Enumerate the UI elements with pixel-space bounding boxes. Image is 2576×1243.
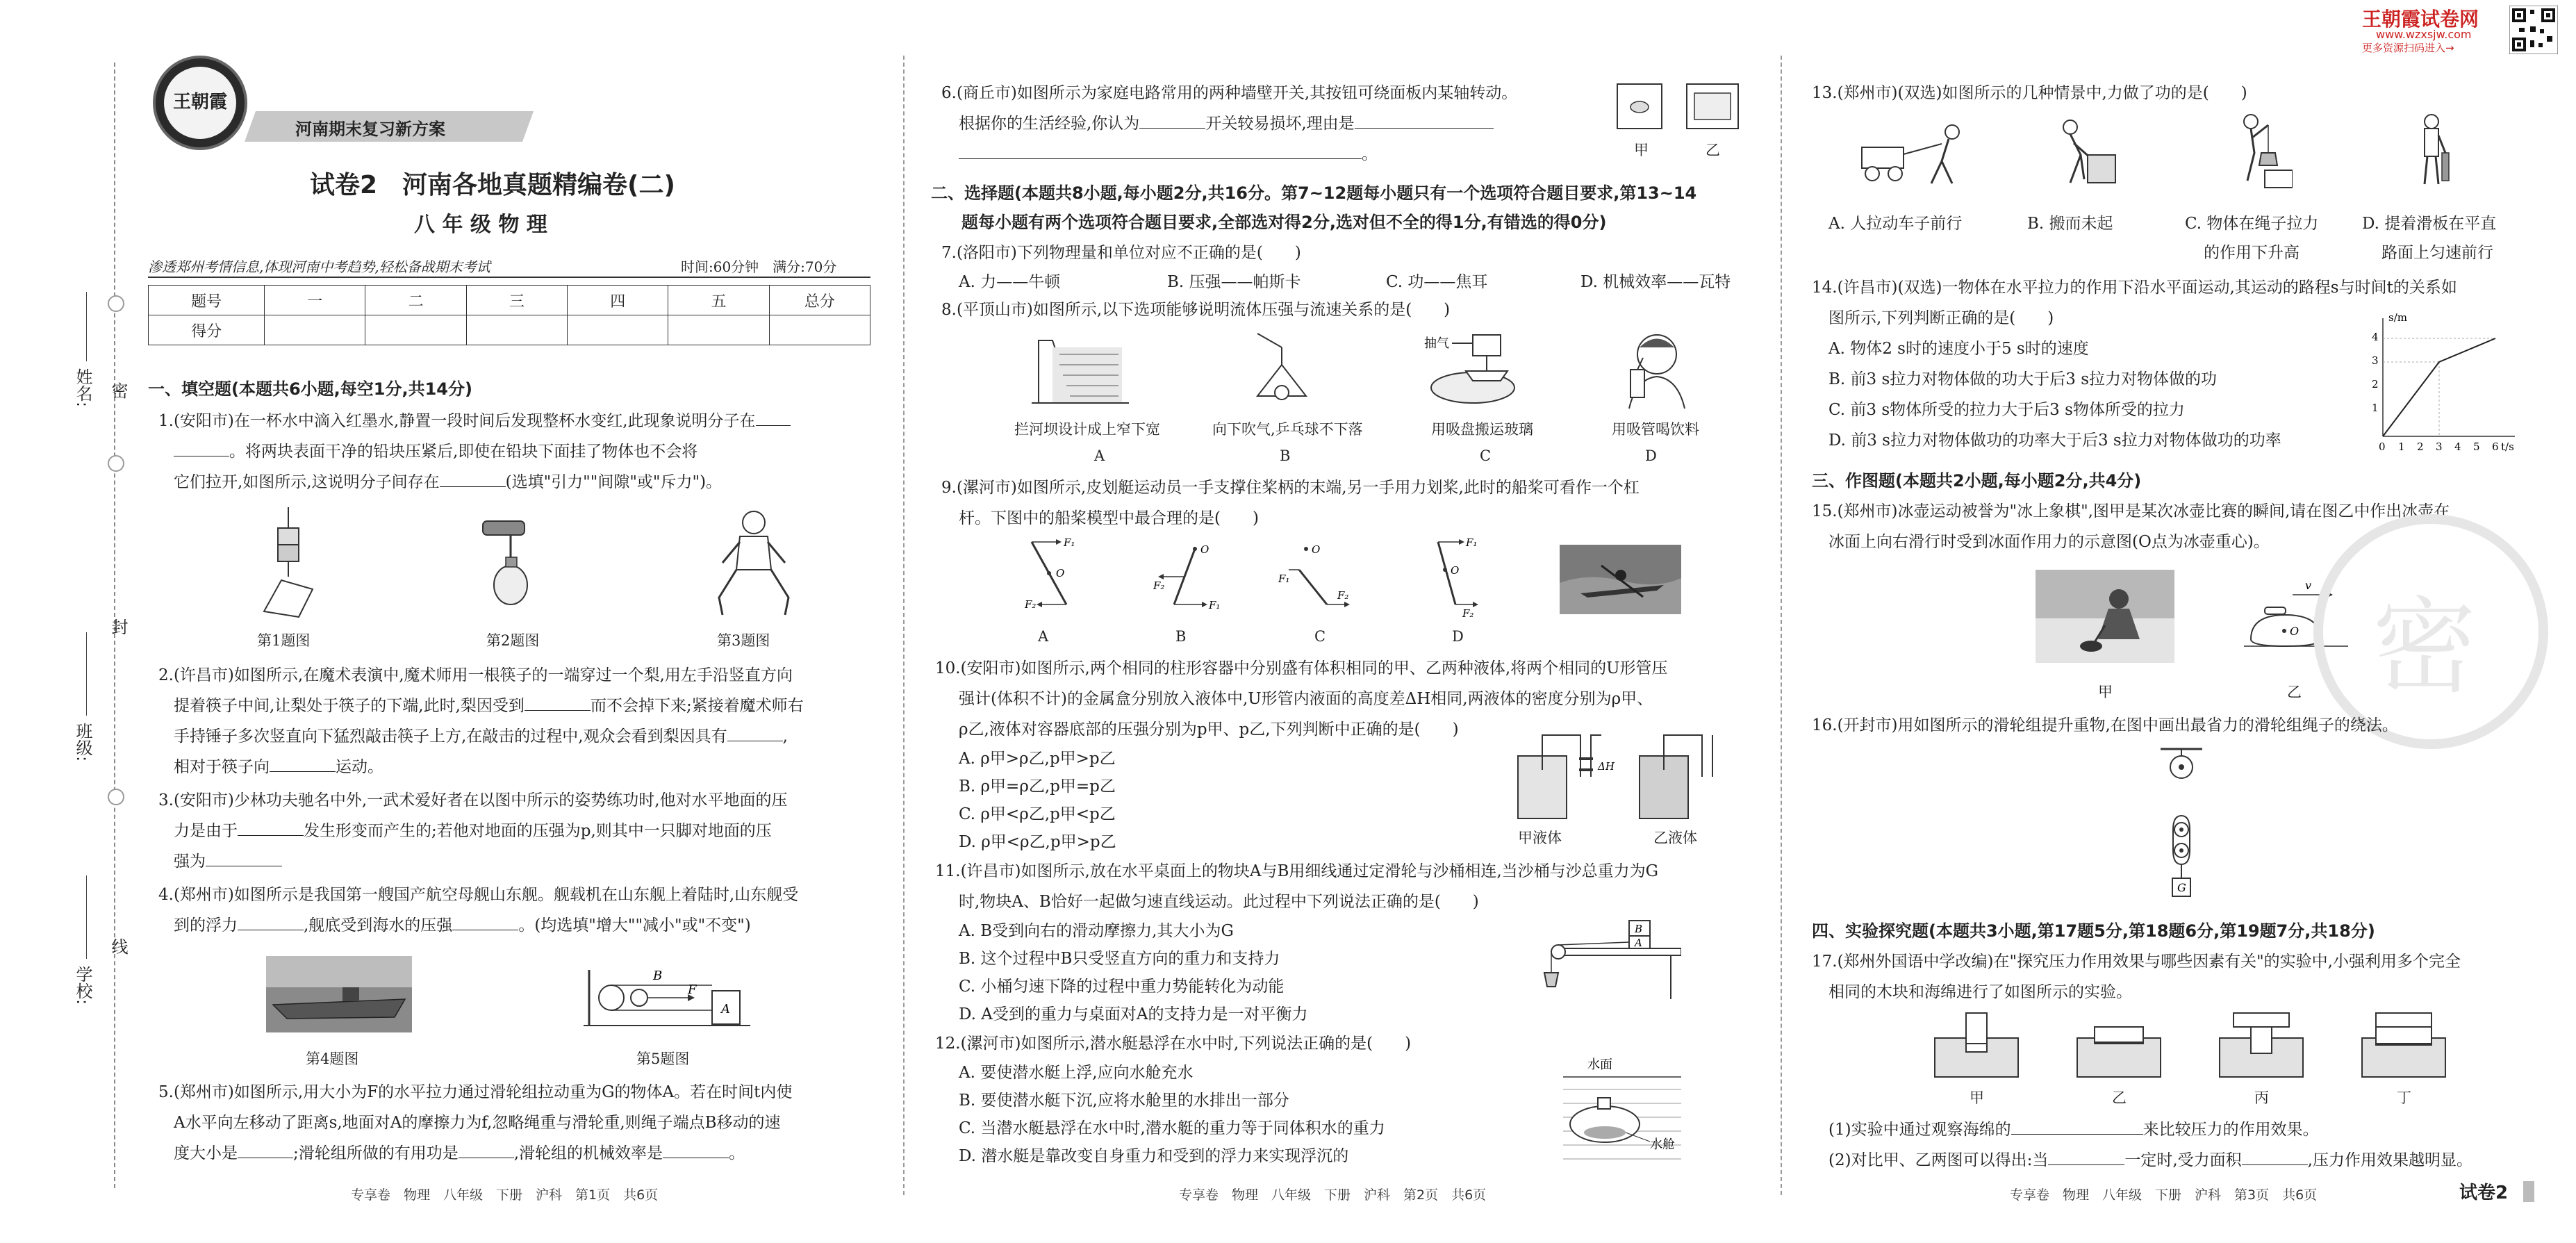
question-16: 16.(开封市)用如图所示的滑轮组提升重物,在图中画出最省力的滑轮组绳子的绕法。 — [1812, 716, 2398, 734]
figure-lead-blocks — [250, 507, 327, 618]
velocity-label: v — [2305, 579, 2312, 592]
score-header: 五 — [668, 286, 769, 315]
tagline-rule — [148, 277, 870, 278]
figure-funnel-ball — [1244, 327, 1320, 410]
pivot-label: O — [1451, 564, 1460, 577]
tagline: 渗透郑州考情信息,体现河南中考趋势,轻松备战期末考试 — [148, 258, 490, 275]
question-14-line2: 图所示,下列判断正确的是( ) — [1828, 309, 2054, 327]
page-divider — [903, 56, 905, 1195]
question-3-line1: 3.(安阳市)少林功夫驰名中外,一武术爱好者在以图中所示的姿势练功时,他对水平地面的压 — [158, 791, 788, 809]
class-label: 班级: — [73, 723, 92, 762]
question-17-line1: 17.(郑州外国语中学改编)在"探究压力作用效果与哪些因素有关"的实验中,小强利用多个完全 — [1812, 953, 2461, 971]
answer-blank[interactable] — [238, 1142, 293, 1158]
site-slogan: 更多资源扫码进入→ — [2362, 42, 2454, 54]
answer-blank[interactable] — [2048, 1149, 2124, 1165]
answer-blank[interactable] — [1355, 113, 1494, 129]
figure-switch-jia — [1615, 82, 1664, 131]
option[interactable]: C. 功——焦耳 — [1386, 273, 1488, 291]
site-url: www.wzxsjw.com — [2376, 28, 2472, 41]
option[interactable]: D. A受到的重力与桌面对A的支持力是一对平衡力 — [959, 1005, 1308, 1023]
figure-pear-chopstick — [472, 507, 556, 618]
force-label: F₁ — [1209, 599, 1221, 611]
figure-carry-skateboard — [2404, 111, 2459, 189]
x-tick: 4 — [2454, 441, 2461, 453]
x-tick: 3 — [2436, 441, 2443, 453]
x-tick: 2 — [2417, 441, 2424, 453]
option-letter[interactable]: C — [1480, 447, 1492, 464]
x-tick: 1 — [2398, 441, 2405, 453]
option-letter[interactable]: A — [1038, 628, 1049, 645]
figure-caption: 乙 — [1706, 142, 1720, 158]
score-cell[interactable] — [668, 315, 769, 345]
figure-caption: 甲 — [1634, 142, 1649, 158]
question-6-line1: 6.(商丘市)如图所示为家庭电路常用的两种墙壁开关,其按钮可绕面板内某轴转动。 — [941, 84, 1518, 102]
answer-blank[interactable] — [440, 471, 506, 487]
figure-caption: 甲 — [2098, 684, 2113, 700]
question-2-line2: 提着筷子中间,让梨处于筷子的下端,此时,梨因受到 而不会掉下来;紧接着魔术师右 — [174, 691, 804, 721]
option-letter[interactable]: C — [1314, 628, 1326, 645]
section-1-heading: 一、填空题(本题共6小题,每空1分,共14分) — [148, 379, 472, 399]
figure-pull-cart — [1855, 120, 1973, 189]
force-label: F₁ — [1278, 573, 1290, 585]
figure-sponge-jia — [1928, 1010, 2025, 1080]
option[interactable]: A. 力——牛顿 — [959, 273, 1061, 291]
figure-oar-model-a — [1025, 535, 1087, 618]
figure-caption: 丁 — [2397, 1089, 2411, 1106]
figure-caption: 乙液体 — [1653, 830, 1697, 846]
figure-caption: 拦河坝设计成上窄下宽 — [1014, 421, 1160, 438]
option[interactable]: C. 前3 s物体所受的拉力大于后3 s物体所受的拉力 — [1828, 401, 2185, 419]
figure-oar-model-d — [1417, 535, 1487, 618]
logo-text: 王朝霞 — [172, 92, 227, 113]
option[interactable]: C. 当潜水艇悬浮在水中时,潜水艇的重力等于同体积水的重力 — [959, 1119, 1385, 1137]
question-5-line2: A水平向左移动了距离s,地面对A的摩擦力为f,忽略绳重与滑轮重,则绳子端点B移动的速 — [174, 1114, 781, 1132]
pivot-label: O — [1200, 543, 1209, 556]
score-cell[interactable] — [769, 315, 870, 345]
page-footer: 专享卷 物理 八年级 下册 沪科 第1页 共6页 — [351, 1187, 659, 1203]
figure-s-t-graph — [2362, 311, 2522, 457]
question-14-line1: 14.(许昌市)(双选)一物体在水平拉力的作用下沿水平面运动,其运动的路程s与时间t的关系如 — [1812, 279, 2457, 297]
label-a: A — [721, 1002, 730, 1016]
section-3-heading: 三、作图题(本题共2小题,每小题2分,共4分) — [1812, 471, 2142, 491]
question-6-line3: 。 — [959, 139, 1378, 170]
question-1-line3: 它们拉开,如图所示,这说明分子间存在 (选填"引力""间隙"或"斥力")。 — [174, 467, 722, 497]
option[interactable]: B. 搬而未起 — [2027, 215, 2113, 233]
page-divider — [1781, 56, 1782, 1195]
exam-subtitle: 八 年 级 物 理 — [414, 213, 547, 237]
class-line[interactable] — [86, 632, 87, 716]
section-4-heading: 四、实验探究题(本题共3小题,第17题5分,第18题6分,第19题7分,共18分) — [1812, 921, 2375, 941]
weight-label: G — [2177, 881, 2186, 894]
figure-dam — [1032, 334, 1129, 410]
question-1-line2: 。将两块表面干净的铅块压紧后,即使在铅块下面挂了物体也不会将 — [174, 436, 697, 467]
binding-hole — [108, 295, 124, 312]
figure-kungfu-person — [702, 507, 806, 618]
option[interactable]: B. 这个过程中B只受竖直方向的重力和支持力 — [959, 950, 1280, 968]
x-ticks — [2379, 441, 2499, 453]
option[interactable]: C. 物体在绳子拉力 — [2185, 215, 2319, 233]
exam-corner-tag: 试卷2 — [2459, 1183, 2509, 1203]
x-tick: 0 — [2379, 441, 2386, 453]
option-continued: 的作用下升高 — [2204, 244, 2300, 262]
center-label: O — [2290, 625, 2300, 638]
option[interactable]: D. 机械效率——瓦特 — [1580, 273, 1731, 291]
figure-drinking-straw — [1615, 327, 1692, 410]
option[interactable]: C. ρ甲<ρ乙,p甲<p乙 — [959, 805, 1116, 823]
option[interactable]: A. ρ甲>ρ乙,p甲>p乙 — [959, 750, 1116, 768]
figure-caption: 乙 — [2287, 684, 2302, 700]
force-label: F₂ — [1025, 598, 1037, 611]
answer-blank[interactable] — [459, 1142, 514, 1158]
question-11-line1: 11.(许昌市)如图所示,放在水平桌面上的物块A与B用细线通过定滑轮与沙桶相连,当沙桶与沙总重力为G — [935, 862, 1659, 880]
question-10-line2: 强计(体积不计)的金属盒分别放入液体中,U形管内液面的高度差ΔH相同,两液体的密度分别为ρ甲、 — [959, 690, 1653, 708]
figure-submarine — [1556, 1055, 1688, 1166]
exam-title: 试卷2 河南各地真题精编卷(二) — [310, 171, 675, 199]
figure-caption: 第4题图 — [306, 1051, 359, 1067]
pump-label: 抽气 — [1424, 336, 1449, 351]
question-17-sub2: (2)对比甲、乙两图可以得出:当 一定时,受力面积 ,压力作用效果越明显。 — [1828, 1145, 2472, 1176]
question-2-line4: 相对于筷子向 运动。 — [174, 752, 383, 782]
y-axis-label: s/m — [2388, 311, 2407, 324]
figure-aircraft-carrier-photo — [266, 956, 412, 1032]
figure-suction-cup — [1424, 332, 1521, 410]
question-9-line2: 杆。下图中的船桨模型中最合理的是( ) — [959, 509, 1259, 527]
label-b: B — [1635, 923, 1643, 935]
answer-blank[interactable] — [238, 820, 304, 836]
answer-blank[interactable] — [2242, 1149, 2308, 1165]
y-tick: 3 — [2372, 354, 2379, 367]
score-row-label: 得分 — [149, 315, 265, 345]
question-10-line3: ρ乙,液体对容器底部的压强分别为p甲、p乙,下列判断中正确的是( ) — [959, 721, 1459, 739]
answer-blank[interactable] — [525, 695, 591, 711]
question-8: 8.(平顶山市)如图所示,以下选项能够说明流体压强与流速关系的是( ) — [941, 301, 1451, 319]
question-3-line2: 力是由于 发生形变而产生的;若他对地面的压强为p,则其中一只脚对地面的压 — [174, 816, 772, 846]
score-table — [148, 285, 870, 345]
option[interactable]: D. 提着滑板在平直 — [2362, 215, 2497, 233]
delta-h-label: ΔH — [1598, 760, 1615, 773]
question-11-line2: 时,物块A、B恰好一起做匀速直线运动。此过程中下列说法正确的是( ) — [959, 893, 1479, 911]
ballast-tank-label: 水舱 — [1650, 1137, 1675, 1152]
question-2-line3: 手持锤子多次竖直向下猛烈敲击筷子上方,在敲击的过程中,观众会看到梨因具有 , — [174, 721, 788, 752]
question-7: 7.(洛阳市)下列物理量和单位对应不正确的是( ) — [941, 244, 1301, 262]
score-cell[interactable] — [265, 315, 365, 345]
question-17-line2: 相同的木块和海绵进行了如图所示的实验。 — [1828, 983, 2132, 1001]
answer-blank[interactable] — [2011, 1119, 2143, 1135]
question-10-line1: 10.(安阳市)如图所示,两个相同的柱形容器中分别盛有体积相同的甲、乙两种液体,将两个相同的U形管压 — [935, 659, 1668, 677]
figure-caption: 甲 — [1970, 1089, 1984, 1106]
option[interactable]: D. 前3 s拉力对物体做功的功率大于后3 s拉力对物体做功的功率 — [1828, 431, 2281, 450]
force-label: F₂ — [1337, 589, 1349, 602]
score-header: 四 — [568, 286, 668, 315]
name-line[interactable] — [86, 292, 87, 361]
question-2-line1: 2.(许昌市)如图所示,在魔术表演中,魔术师用一根筷子的一端穿过一个梨,用左手沿竖直方向 — [158, 666, 793, 684]
force-label: F₁ — [1466, 536, 1478, 549]
option[interactable]: B. 要使潜水艇下沉,应将水舱里的水排出一部分 — [959, 1092, 1289, 1110]
figure-pulley-system — [584, 956, 750, 1032]
option-letter[interactable]: B — [1175, 628, 1187, 645]
figure-sponge-yi — [2070, 1010, 2168, 1080]
figure-caption: 第1题图 — [257, 632, 311, 649]
label-b: B — [653, 969, 663, 983]
figure-sponge-ding — [2355, 1010, 2452, 1080]
question-3-line3: 强为 — [174, 846, 282, 877]
question-17-sub1: (1)实验中通过观察海绵的 来比较压力的作用效果。 — [1828, 1114, 2319, 1145]
binding-hole — [108, 455, 124, 472]
question-4-line2: 到的浮力 ,舰底受到海水的压强 。(均选填"增大""减小"或"不变") — [174, 910, 751, 941]
x-axis-label: t/s — [2501, 441, 2514, 453]
water-surface-label: 水面 — [1587, 1057, 1612, 1072]
watermark-char: 密 — [2372, 587, 2477, 708]
seal-char: 线 — [108, 938, 128, 955]
score-header: 题号 — [149, 286, 265, 315]
option[interactable]: A. 物体2 s时的速度小于5 s时的速度 — [1828, 340, 2089, 358]
option[interactable]: A. 人拉动车子前行 — [1828, 215, 1963, 233]
score-cell[interactable] — [466, 315, 567, 345]
option[interactable]: D. ρ甲<ρ乙,p甲>p乙 — [959, 833, 1116, 851]
answer-blank[interactable] — [1139, 113, 1205, 129]
y-ticks — [2372, 331, 2379, 414]
y-tick: 2 — [2372, 378, 2379, 390]
score-header: 二 — [365, 286, 466, 315]
answer-blank[interactable] — [270, 756, 336, 772]
figure-caption: 第5题图 — [636, 1051, 690, 1067]
option[interactable]: A. B受到向右的滑动摩擦力,其大小为G — [959, 922, 1234, 940]
option[interactable]: B. ρ甲=ρ乙,p甲=p乙 — [959, 777, 1116, 796]
option[interactable]: A. 要使潜水艇上浮,应向水舱充水 — [959, 1064, 1194, 1082]
figure-oar-model-c — [1278, 535, 1355, 618]
score-cell[interactable] — [568, 315, 668, 345]
option[interactable]: B. 前3 s拉力对物体做的功大于后3 s拉力对物体做的功 — [1828, 370, 2218, 388]
x-tick: 6 — [2492, 441, 2499, 453]
pivot-label: O — [1056, 567, 1065, 579]
seal-char: 密 — [108, 382, 128, 399]
question-5-line1: 5.(郑州市)如图所示,用大小为F的水平拉力通过滑轮组拉动重为G的物体A。若在时间t内使 — [158, 1083, 793, 1101]
question-4-line1: 4.(郑州市)如图所示是我国第一艘国产航空母舰山东舰。舰载机在山东舰上着陆时,山东舰受 — [158, 886, 799, 904]
banner-text: 河南期末复习新方案 — [295, 120, 445, 139]
y-tick: 4 — [2372, 331, 2379, 343]
qr-code-icon[interactable] — [2509, 6, 2558, 54]
answer-blank[interactable] — [452, 914, 518, 930]
answer-blank[interactable] — [238, 914, 304, 930]
label-a: A — [1635, 937, 1642, 949]
figure-caption: 向下吹气,乒乓球不下落 — [1212, 421, 1363, 438]
name-label: 姓名: — [73, 368, 92, 408]
figure-pulley-block — [2154, 746, 2209, 906]
corner-tag-bar — [2523, 1181, 2534, 1202]
figure-kayak-photo — [1560, 545, 1681, 614]
figure-blocks-pulley-sandbucket — [1535, 910, 1681, 1001]
figure-caption: 第3题图 — [717, 632, 770, 649]
question-15-line2: 冰面上向右滑行时受到冰面作用力的示意图(O点为冰壶重心)。 — [1828, 533, 2270, 551]
figure-caption: 乙 — [2112, 1089, 2127, 1106]
answer-blank[interactable] — [206, 850, 282, 866]
seal-char: 封 — [108, 618, 128, 635]
figure-lift-box — [2042, 117, 2119, 189]
answer-blank[interactable] — [174, 441, 229, 456]
figure-sponge-bing — [2213, 1010, 2310, 1080]
figure-rope-lift — [2223, 111, 2293, 189]
figure-switch-yi — [1685, 82, 1740, 131]
page-footer: 专享卷 物理 八年级 下册 沪科 第3页 共6页 — [2010, 1187, 2318, 1203]
force-label: F₂ — [1462, 607, 1474, 618]
score-header: 三 — [466, 286, 567, 315]
label-f: F — [688, 982, 697, 997]
y-tick: 1 — [2372, 402, 2379, 414]
brand-logo — [153, 56, 247, 150]
figure-caption: 用吸管喝饮料 — [1612, 421, 1699, 438]
school-label: 学校: — [73, 966, 92, 1005]
page-footer: 专享卷 物理 八年级 下册 沪科 第2页 共6页 — [1179, 1187, 1487, 1203]
question-5-line3: 度大小是 ;滑轮组所做的有用功是 ,滑轮组的机械效率是 。 — [174, 1138, 745, 1169]
answer-blank[interactable] — [663, 1142, 729, 1158]
force-label: F₂ — [1153, 579, 1165, 592]
option[interactable]: B. 压强——帕斯卡 — [1167, 273, 1301, 291]
score-header: 总分 — [769, 286, 870, 315]
figure-oar-model-b — [1153, 535, 1223, 618]
option[interactable]: C. 小桶匀速下降的过程中重力势能转化为动能 — [959, 978, 1285, 996]
x-tick: 5 — [2473, 441, 2480, 453]
question-6-line2: 根据你的生活经验,你认为 开关较易损坏,理由是 — [959, 108, 1494, 139]
figure-caption: 甲液体 — [1518, 830, 1562, 846]
time-score: 时间:60分钟 满分:70分 — [681, 258, 837, 275]
option-continued: 路面上匀速前行 — [2381, 244, 2493, 262]
binding-hole — [108, 789, 124, 805]
question-13: 13.(郑州市)(双选)如图所示的几种情景中,力做了功的是( ) — [1812, 84, 2247, 102]
answer-blank[interactable] — [959, 143, 1362, 159]
score-header: 一 — [265, 286, 365, 315]
option[interactable]: D. 潜水艇是靠改变自身重力和受到的浮力来实现浮沉的 — [959, 1147, 1349, 1165]
question-12: 12.(漯河市)如图所示,潜水艇悬浮在水中时,下列说法正确的是( ) — [935, 1035, 1412, 1053]
figure-caption: 第2题图 — [486, 632, 540, 649]
figure-caption: 用吸盘搬运玻璃 — [1431, 421, 1533, 438]
force-label: F₁ — [1064, 536, 1075, 549]
question-15-line1: 15.(郑州市)冰壶运动被誉为"冰上象棋",图甲是某次冰壶比赛的瞬间,请在图乙中作出冰壶在 — [1812, 502, 2450, 520]
figure-pressure-gauges — [1511, 728, 1726, 825]
section-2-heading-line1: 二、选择题(本题共8小题,每小题2分,共16分。第7~12题每小题只有一个选项符合题目要求,第13~14 — [931, 183, 1697, 203]
question-1-line1: 1.(安阳市)在一杯水中滴入红墨水,静置一段时间后发现整杯水变红,此现象说明分子在 — [158, 406, 791, 436]
option-letter[interactable]: B — [1280, 447, 1291, 464]
question-9-line1: 9.(漯河市)如图所示,皮划艇运动员一手支撑住桨柄的末端,另一手用力划桨,此时的船桨可看作一个杠 — [941, 479, 1640, 497]
option-letter[interactable]: A — [1094, 447, 1105, 464]
answer-blank[interactable] — [727, 725, 783, 741]
score-cell[interactable] — [365, 315, 466, 345]
option-letter[interactable]: D — [1645, 447, 1657, 464]
school-line[interactable] — [86, 875, 87, 959]
section-2-heading-line2: 题每小题有两个选项符合题目要求,全部选对得2分,选对但不全的得1分,有错选的得0分) — [961, 213, 1607, 232]
answer-blank[interactable] — [756, 410, 791, 426]
figure-curling-photo — [2036, 570, 2174, 663]
option-letter[interactable]: D — [1452, 628, 1464, 645]
figure-caption: 丙 — [2254, 1089, 2269, 1106]
site-name: 王朝霞试卷网 — [2362, 8, 2479, 31]
pivot-label: O — [1312, 543, 1321, 556]
